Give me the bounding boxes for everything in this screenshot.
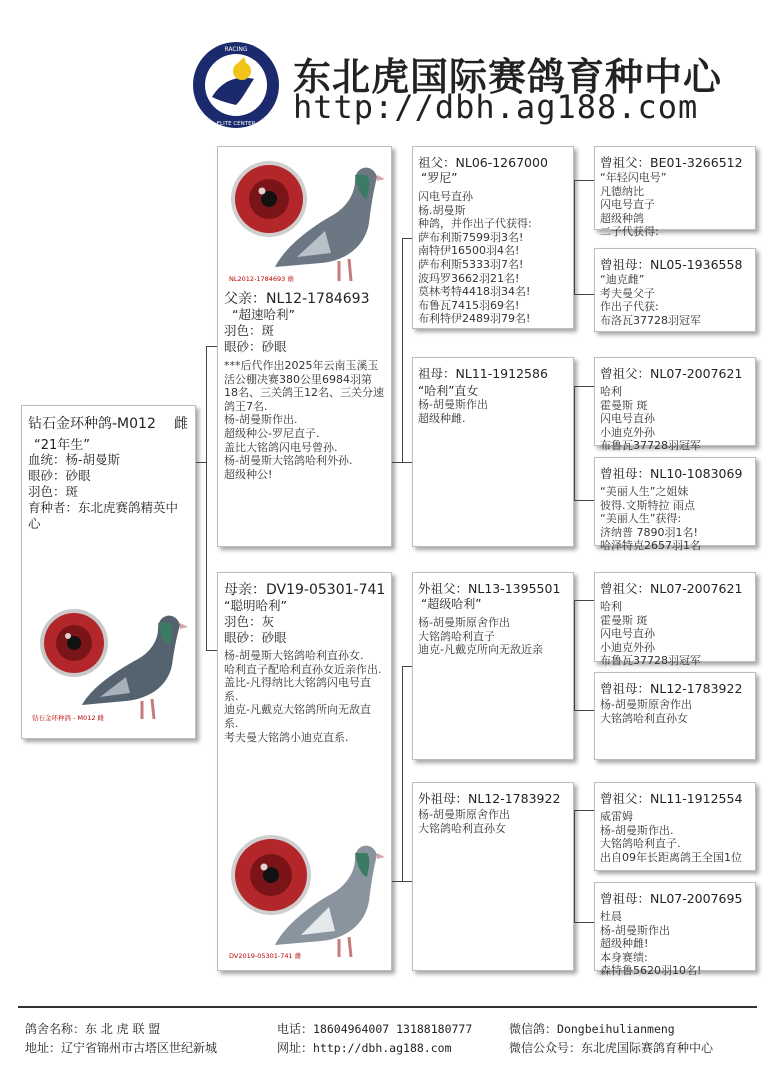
ggp-card-6 (594, 672, 756, 760)
pat-granddam-card (412, 357, 574, 547)
info-line: 超级种鸽 (600, 211, 644, 225)
dam-photo-caption: DV2019-05301-741 雌 (229, 952, 302, 960)
sire-notes: ***后代作出2025年云南玉溪玉活公棚决赛380公里6984羽第18名、三关鸽王12名、三关分速鸽王7名. 杨-胡曼斯作出. 超级种公-罗尼直子. 盖比大铭鸽闪电号曾孙. 杨-胡曼斯大铭鸽哈利外孙. 超级种公! (224, 359, 384, 481)
card-lines (600, 385, 701, 453)
info-line: 萨布利斯7599羽3名! (418, 230, 524, 244)
dam-eye: 眼砂：砂眼 (224, 630, 287, 645)
card-name: “哈利”直女 (418, 384, 479, 398)
footer (0, 1006, 773, 1091)
connector-line (574, 180, 594, 181)
subject-sex: 雌 (174, 416, 188, 432)
card-lines (418, 398, 488, 425)
info-line: “年轻闪电号” (600, 171, 667, 184)
info-line: 布鲁瓦37728羽冠军 (600, 654, 701, 668)
info-line: 超级种雌. (418, 411, 466, 425)
info-line: 闪电号直孙 (418, 190, 473, 203)
sire-eye: 眼砂：砂眼 (224, 339, 287, 354)
connector-line (574, 710, 594, 711)
ggp-card-2 (594, 248, 756, 332)
card-title: 祖父：NL06-1267000 (418, 155, 548, 170)
wechat-value: Dongbeihulianmeng (557, 1022, 675, 1036)
info-line: 杨.胡曼斯 (418, 203, 466, 217)
dam-title: 母亲：DV19-05301-741 (224, 582, 386, 598)
card-title: 曾祖母：NL05-1936558 (600, 257, 743, 272)
info-line: 大铭鸽哈利直子. (600, 837, 681, 851)
card-title: 外祖母：NL12-1783922 (418, 791, 561, 806)
info-line: 小迪克外孙 (600, 640, 655, 654)
footer-website (277, 1039, 452, 1056)
info-line: 布鲁瓦37728羽冠军 (600, 439, 701, 453)
sire-name: “超速哈利” (232, 307, 295, 322)
card-name: “超级哈利” (421, 597, 482, 611)
footer-wechat (509, 1020, 675, 1037)
info-line: 凡德纳比 (600, 184, 644, 198)
info-line: 南特伊16500羽4名! (418, 244, 520, 258)
connector-line (574, 294, 594, 295)
info-line: 杜晨 (600, 910, 622, 923)
card-lines (600, 485, 701, 553)
connector-line (402, 666, 403, 881)
ggp-card-3 (594, 357, 756, 453)
info-line: 种鸽，并作出子代获得: (418, 217, 532, 231)
info-line: 小迪克外孙 (600, 425, 655, 439)
mat-granddam-card (412, 782, 574, 971)
connector-line (392, 462, 402, 463)
footer-public-account (509, 1039, 713, 1056)
ggp-card-8 (594, 882, 756, 978)
info-line: 杨-胡曼斯作出 (600, 923, 670, 937)
subject-ring: 钻石金环种鸽-M012 (28, 416, 156, 432)
card-title: 曾祖母：NL07-2007695 (600, 891, 743, 906)
card-lines (600, 171, 666, 239)
ggp-card-7 (594, 782, 756, 871)
connector-line (574, 922, 594, 923)
connector-line (574, 600, 594, 601)
connector-line (402, 238, 412, 239)
info-line: 考夫曼父子 (600, 286, 655, 300)
info-line: “美丽人生”之姐妹 (600, 485, 689, 498)
info-line: 大铭鸽哈利直子 (418, 629, 495, 643)
info-line: 作出子代获: (600, 300, 659, 314)
connector-line (402, 666, 412, 667)
card-title: 外祖父：NL13-1395501 (418, 581, 561, 596)
header-url[interactable]: http://dbh.ag188.com (293, 88, 699, 126)
loft-label: 鸽舍名称： (25, 1022, 86, 1036)
pat-grandsire-card (412, 146, 574, 329)
card-lines (418, 190, 532, 326)
website-link[interactable]: http://dbh.ag188.com (313, 1041, 452, 1055)
connector-line (574, 386, 575, 500)
footer-divider (18, 1006, 757, 1008)
svg-text:RACING: RACING (224, 46, 248, 53)
info-line: 霍曼斯 斑 (600, 613, 648, 627)
info-line: 杨-胡曼斯作出. (600, 823, 674, 837)
connector-line (196, 462, 206, 463)
connector-line (574, 600, 575, 710)
card-title: 曾祖父：NL07-2007621 (600, 366, 743, 381)
card-lines (600, 810, 742, 864)
info-line: 二子代获得: (600, 225, 659, 239)
info-line: 哈利 (600, 385, 622, 398)
connector-line (574, 500, 594, 501)
ggp-card-5 (594, 572, 756, 668)
sire-color: 羽色：斑 (224, 323, 275, 338)
address-value: 辽宁省锦州市古塔区世纪新城 (61, 1041, 218, 1055)
subject-card (21, 405, 196, 739)
footer-loft (25, 1020, 160, 1037)
svg-text:ELITE CENTER: ELITE CENTER (216, 121, 256, 127)
footer-phone (277, 1020, 472, 1037)
ggp-card-4 (594, 457, 756, 553)
info-line: 超级种雌! (600, 937, 649, 951)
connector-line (206, 650, 217, 651)
header-title: 东北虎国际赛鸽育种中心 (293, 55, 723, 99)
info-line: 萨布利斯5333羽7名! (418, 257, 524, 271)
sire-card (217, 146, 392, 547)
info-line: “美丽人生”获得: (600, 512, 682, 526)
info-line: 哈泽特克2657羽1名 (600, 539, 701, 553)
info-line: 布利特伊2489羽79名! (418, 312, 531, 326)
subject-photo-caption: 钻石金环种鸽 - M012 雌 (32, 714, 105, 722)
card-name: “罗尼” (421, 171, 458, 185)
website-label: 网址： (277, 1041, 314, 1055)
subject-year: “21年生” (34, 438, 91, 453)
info-line: 杨-胡曼斯原舍作出 (418, 808, 510, 821)
connector-line (574, 810, 594, 811)
subject-line: 羽色：斑 (28, 484, 79, 499)
info-line: 威雷姆 (600, 810, 633, 823)
connector-line (402, 881, 412, 882)
subject-line: 眼砂：砂眼 (28, 468, 91, 483)
info-line: “迪克雌” (600, 273, 645, 286)
info-line: 出自09年长距离鸽王全国1位 (600, 850, 742, 864)
public-account-value: 东北虎国际赛鸽育种中心 (581, 1041, 714, 1055)
mat-grandsire-card (412, 572, 574, 760)
logo-emblem (192, 41, 280, 129)
connector-line (574, 810, 575, 922)
dam-notes: 杨-胡曼斯大铭鸽哈利直孙女. 哈利直子配哈利直孙女近亲作出. 盖比-凡得纳比大铭鸽闪电号直系. 迪克-凡戴克大铭鸽所向无敌直系. 考夫曼大铭鸽小迪克直系. (224, 649, 382, 744)
loft-value: 东 北 虎 联 盟 (85, 1022, 161, 1036)
info-line: 哈利 (600, 600, 622, 613)
sire-title: 父亲：NL12-1784693 (224, 291, 370, 307)
info-line: 大铭鸽哈利直孙女 (600, 711, 688, 725)
connector-line (574, 180, 575, 294)
info-line: 杨-胡曼斯作出 (418, 398, 488, 411)
ggp-card-1 (594, 146, 756, 239)
card-title: 曾祖父：NL11-1912554 (600, 791, 743, 806)
info-line: 闪电号直孙 (600, 627, 655, 641)
connector-line (574, 386, 594, 387)
info-line: 莫林考特4418羽34名! (418, 285, 531, 299)
info-line: 闪电号直子 (600, 198, 655, 212)
info-line: 大铭鸽哈利直孙女 (418, 821, 506, 835)
public-account-label: 微信公众号： (509, 1041, 582, 1055)
card-lines (600, 698, 692, 725)
card-title: 祖母：NL11-1912586 (418, 366, 548, 381)
connector-line (206, 346, 207, 650)
info-line: 杨-胡曼斯原舍作出 (418, 616, 510, 629)
info-line: 森特鲁5620羽10名! (600, 964, 702, 978)
dam-card (217, 572, 392, 971)
sire-photo (221, 151, 389, 289)
subject-info (28, 452, 190, 532)
dam-color: 羽色：灰 (224, 614, 275, 629)
info-line: 杨-胡曼斯原舍作出 (600, 698, 692, 711)
connector-line (402, 462, 412, 463)
info-line: 闪电号直孙 (600, 412, 655, 426)
card-title: 曾祖母：NL12-1783922 (600, 681, 743, 696)
card-title: 曾祖父：NL07-2007621 (600, 581, 743, 596)
address-label: 地址： (25, 1041, 62, 1055)
info-line: 布洛瓦37728羽冠军 (600, 313, 701, 327)
connector-line (206, 346, 217, 347)
info-line: 济纳普 7890羽1名! (600, 525, 698, 539)
info-line: 波玛罗3662羽21名! (418, 271, 520, 285)
sire-photo-caption: NL2012-1784693 雄 (229, 275, 294, 283)
connector-line (392, 881, 402, 882)
card-title: 曾祖母：NL10-1083069 (600, 466, 743, 481)
card-lines (600, 910, 701, 978)
phone-value[interactable]: 18604964007 13188180777 (313, 1022, 473, 1036)
info-line: 布鲁瓦7415羽69名! (418, 298, 520, 312)
footer-address (25, 1039, 217, 1056)
subject-photo (30, 601, 190, 731)
card-lines (418, 616, 543, 657)
card-lines (418, 808, 510, 835)
subject-line: 血统：杨-胡曼斯 (28, 452, 121, 467)
card-lines (600, 273, 701, 327)
card-lines (600, 600, 701, 668)
info-line: 彼得.文斯特拉 雨点 (600, 498, 695, 512)
card-title: 曾祖父：BE01-3266512 (600, 155, 743, 170)
subject-line: 育种者：东北虎赛鸽精英中心 (28, 500, 179, 531)
info-line: 本身赛绩: (600, 950, 648, 964)
phone-label: 电话： (277, 1022, 314, 1036)
wechat-label: 微信鸽： (509, 1022, 558, 1036)
dam-photo (221, 825, 389, 967)
info-line: 迪克-凡戴克所向无敌近亲 (418, 643, 543, 657)
connector-line (402, 238, 403, 462)
dam-name: “聪明哈利” (224, 598, 287, 613)
info-line: 霍曼斯 斑 (600, 398, 648, 412)
